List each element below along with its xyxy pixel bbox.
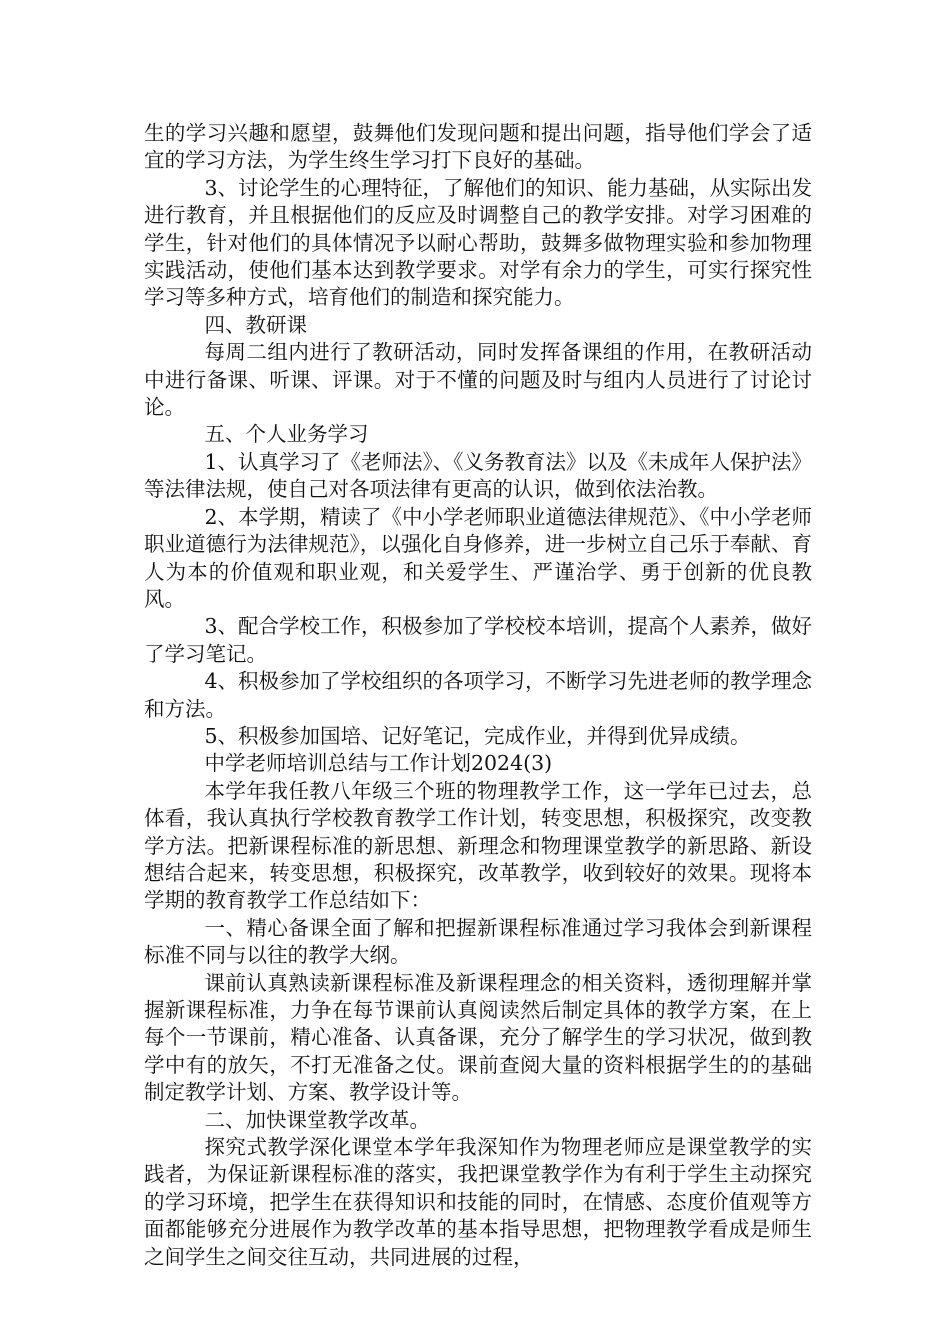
- list-item: 5、积极参加国培、记好笔记，完成作业，并得到优异成绩。: [204, 723, 751, 748]
- document-page: [144, 120, 812, 1271]
- list-item: 4、积极参加了学校组织的各项学习，不断学习先进老师的教学理念和方法。: [144, 669, 813, 721]
- list-item: 3、配合学校工作，积极参加了学校校本培训，提高个人素养，做好了学习笔记。: [144, 614, 813, 666]
- section-heading: 五、个人业务学习: [204, 422, 369, 447]
- list-item: 2、本学期，精读了《中小学老师职业道德法律规范》、《中小学老师职业道德行为法律规范》，以强化自身修养，进一步树立自己乐于奉献、育人为本的价值观和职业观，和关爱学生、严谨治学、勇于创新的优良教风。: [144, 504, 813, 611]
- paragraph: 探究式教学深化课堂本学年我深知作为物理老师应是课堂教学的实践者，为保证新课程标准的落实，我把课堂教学作为有利于学生主动探究的学习环境，把学生在获得知识和技能的同时，在情感、态度价值观等方面都能够充分进展作为教学改革的基本指导思想，把物理教学看成是师生之间学生之间交往互动，共同进展的过程，: [144, 1135, 812, 1269]
- document-title: 中学老师培训总结与工作计划2024(3): [204, 751, 553, 776]
- section-heading: 四、教研课: [204, 312, 307, 337]
- paragraph: 3、讨论学生的心理特征，了解他们的知识、能力基础，从实际出发进行教育，并且根据他们的反应及时调整自己的教学安排。对学习困难的学生，针对他们的具体情况予以耐心帮助，鼓舞多做物理实验和参加物理实践活动，使他们基本达到教学要求。对学有余力的学生，可实行探究性学习等多种方式，培育他们的制造和探究能力。: [144, 175, 813, 310]
- paragraph: 生的学习兴趣和愿望，鼓舞他们发现问题和提出问题，指导他们学会了适宜的学习方法，为学生终生学习打下良好的基础。: [144, 121, 812, 173]
- paragraph: 本学年我任教八年级三个班的物理教学工作，这一学年已过去，总体看，我认真执行学校教育教学工作计划，转变思想，积极探究，改变教学方法。把新课程标准的新思想、新理念和物理课堂教学的新思路、新设想结合起来，转变思想，积极探究，改革教学，收到较好的效果。现将本学期的教育教学工作总结如下：: [144, 778, 812, 913]
- paragraph: 课前认真熟读新课程标准及新课程理念的相关资料，透彻理解并掌握新课程标准，力争在每节课前认真阅读然后制定具体的教学方案，在上每个一节课前，精心准备、认真备课，充分了解学生的学习状况，做到教学中有的放矢，不打无准备之仗。课前查阅大量的资料根据学生的的基础制定教学计划、方案、教学设计等。: [144, 970, 812, 1105]
- paragraph: 每周二组内进行了教研活动，同时发挥备课组的作用，在教研活动中进行备课、听课、评课。对于不懂的问题及时与组内人员进行了讨论讨论。: [144, 340, 812, 420]
- section-heading: 一、精心备课全面了解和把握新课程标准通过学习我体会到新课程标准不同与以往的教学大纲。: [144, 915, 812, 968]
- section-heading: 二、加快课堂教学改革。: [204, 1107, 430, 1132]
- list-item: 1、认真学习了《老师法》、《义务教育法》以及《未成年人保护法》等法律法规，使自己对各项法律有更高的认识，做到依法治教。: [144, 449, 813, 502]
